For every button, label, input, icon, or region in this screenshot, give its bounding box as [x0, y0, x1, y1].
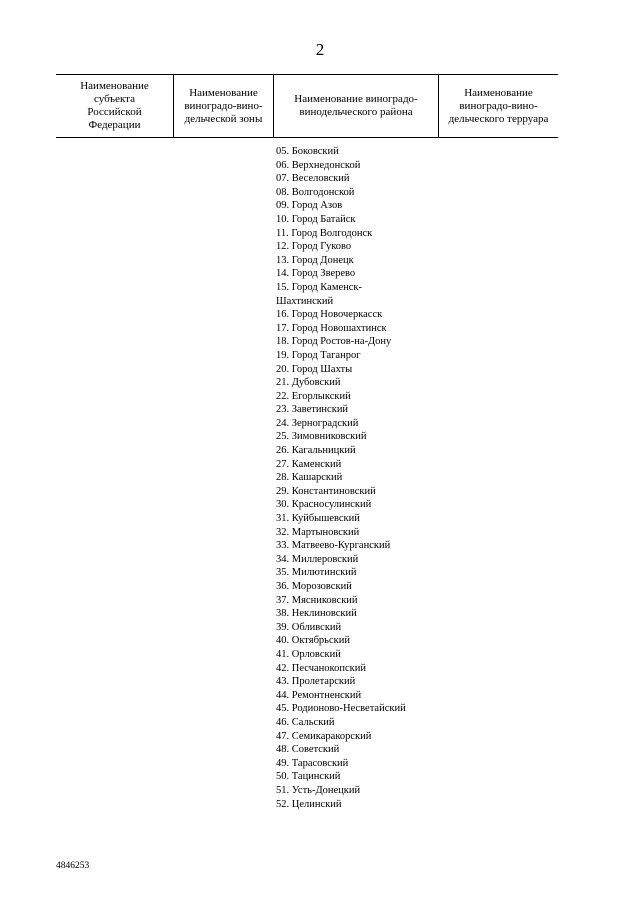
header-region-name: Наименование виноградо- винодельческого района: [273, 75, 438, 137]
district-list: [276, 145, 476, 811]
district-item: 37. Мясниковский: [276, 594, 358, 606]
document-code: 4846253: [56, 861, 90, 871]
district-item: 23. Заветинский: [276, 404, 349, 416]
district-item: 17. Город Новошахтинск: [276, 322, 387, 334]
header-terroir-name: Наименование виноградо-вино- дельческого терруара: [438, 75, 558, 137]
district-item: 46. Сальский: [276, 716, 335, 728]
district-item: 52. Целинский: [276, 798, 342, 810]
district-item: 50. Тацинский: [276, 771, 341, 783]
district-item: 41. Орловский: [276, 648, 341, 660]
page-number: 2: [315, 40, 325, 59]
district-item: 31. Куйбышевский: [276, 513, 360, 525]
district-item: 16. Город Новочеркасск: [276, 309, 383, 321]
district-item: 34. Миллеровский: [276, 553, 359, 565]
district-item: 32. Мартыновский: [276, 526, 360, 538]
district-item: 38. Неклиновский: [276, 608, 357, 620]
district-item: 42. Песчанокопский: [276, 662, 366, 674]
district-item: 13. Город Донецк: [276, 254, 354, 266]
district-item: 19. Город Таганрог: [276, 349, 361, 361]
district-item: 07. Веселовский: [276, 173, 350, 185]
district-item: 05. Боковский: [276, 146, 339, 157]
district-item: 10. Город Батайск: [276, 213, 356, 225]
district-item: 28. Кашарский: [276, 472, 343, 484]
district-item: 18. Город Ростов-на-Дону: [276, 336, 392, 348]
district-item: 12. Город Гуково: [276, 241, 352, 253]
district-item: 36. Морозовский: [276, 581, 352, 592]
district-item: 14. Город Зверево: [276, 268, 356, 280]
district-item: 47. Семикаракорский: [276, 730, 372, 742]
district-item: 15. Город Каменск- Шахтинский: [276, 281, 363, 307]
district-item: 43. Пролетарский: [276, 676, 356, 688]
district-item: 09. Город Азов: [276, 200, 343, 212]
district-item: 49. Тарасовский: [276, 757, 349, 769]
district-item: 21. Дубовский: [276, 377, 341, 389]
district-item: 08. Волгодонской: [276, 186, 355, 198]
district-item: 30. Красносулинский: [276, 499, 372, 511]
district-item: 44. Ремонтненский: [276, 689, 362, 701]
table-header: [56, 74, 558, 138]
district-item: 40. Октябрьский: [276, 635, 350, 647]
district-item: 48. Советский: [276, 744, 340, 756]
district-item: 27. Каменский: [276, 458, 342, 470]
district-item: 39. Обливский: [276, 621, 342, 633]
district-item: 26. Кагальницкий: [276, 445, 356, 457]
district-item: 45. Родионово-Несветайский: [276, 703, 406, 715]
district-item: 24. Зерноградский: [276, 417, 359, 429]
district-item: 29. Константиновский: [276, 485, 376, 497]
district-item: 11. Город Волгодонск: [276, 227, 373, 239]
header-zone-name: Наименование виноградо-вино- дельческой зоны: [173, 75, 273, 137]
header-subject-name: Наименование субъекта Российской Федерации: [80, 80, 149, 131]
district-item: 33. Матвеево-Курганский: [276, 540, 391, 552]
district-item: 35. Милютинский: [276, 567, 357, 579]
district-item: 20. Город Шахты: [276, 363, 353, 375]
district-item: 22. Егорлыкский: [276, 390, 351, 402]
district-item: 06. Верхнедонской: [276, 159, 361, 171]
district-item: 25. Зимовниковский: [276, 431, 367, 443]
district-item: 51. Усть-Донецкий: [276, 784, 361, 796]
